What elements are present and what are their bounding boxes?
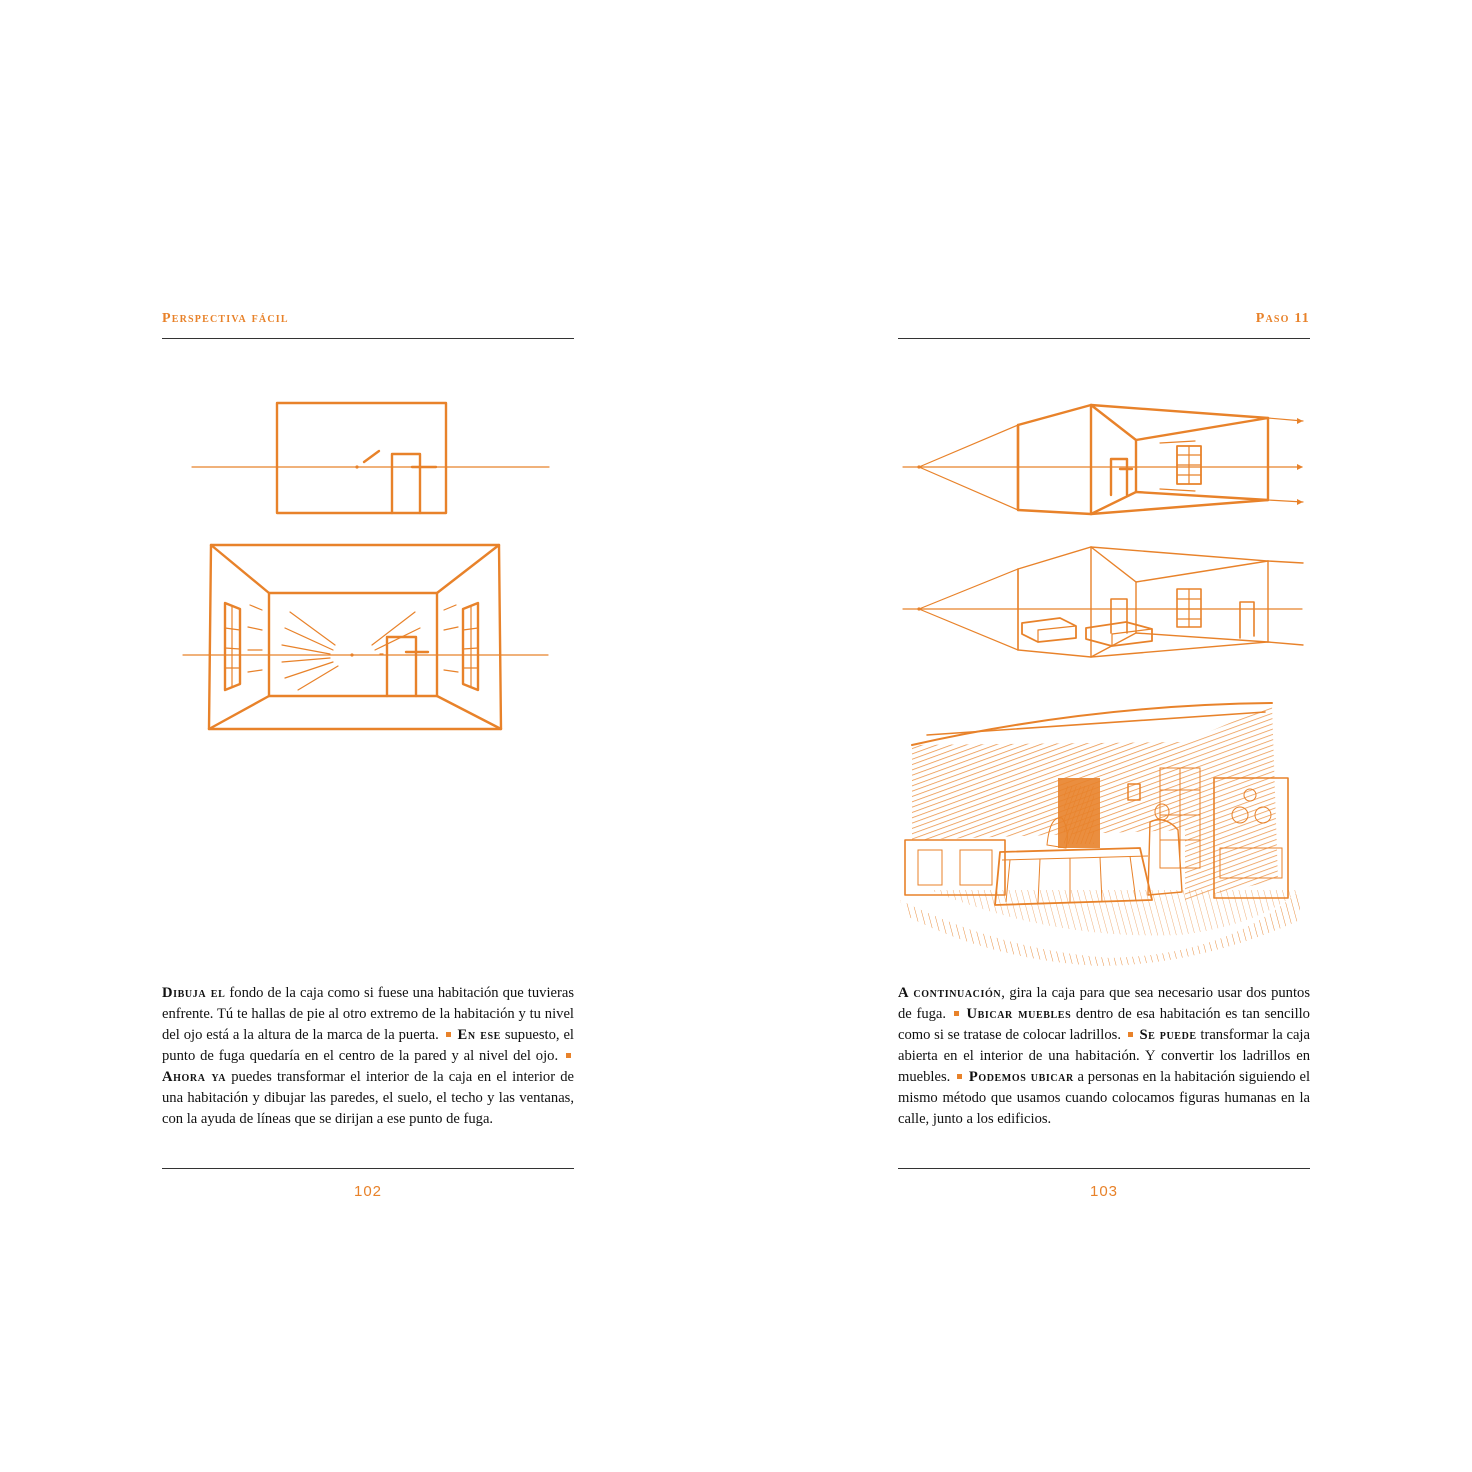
sentence: transformar la caja abierta en el interior de una habitación. Y convertir los ladrillos en muebles. bbox=[898, 1027, 1310, 1085]
running-head-left: Perspectiva fácil bbox=[162, 311, 289, 326]
lead-in: En ese bbox=[457, 1027, 501, 1043]
sentence: fondo de la caja como si fuese una habitación que tuvieras enfrente. Tú te hallas de pie al otro extremo de la habitación y tu nivel del ojo está a la altura de la marca de la puerta. bbox=[162, 985, 575, 1043]
lead-in: A continuación bbox=[898, 985, 1002, 1001]
running-head-right: Paso 11 bbox=[1255, 311, 1310, 326]
lead-in: Dibuja el bbox=[162, 985, 226, 1001]
sentence: , gira la caja para que sea necesario usar dos puntos de fuga. bbox=[898, 985, 1311, 1022]
lead-in: Podemos ubicar bbox=[968, 1069, 1074, 1085]
sentence: puedes transformar el interior de la caja en el interior de una habitación y dibujar las paredes, el suelo, el techo y las ventanas, con la ayuda de líneas que se dirijan a ese punto de fuga. bbox=[162, 1069, 575, 1127]
page-number-right: 103 bbox=[1089, 1183, 1119, 1200]
page-number-left: 102 bbox=[353, 1183, 383, 1200]
sentence: dentro de esa habitación es tan sencillo como si se tratase de colocar ladrillos. bbox=[898, 1006, 1310, 1043]
sentence: a personas en la habitación siguiendo el mismo método que usamos cuando colocamos figuras humanas en la calle, junto a los edificios. bbox=[898, 1069, 1311, 1127]
lead-in: Ubicar muebles bbox=[966, 1006, 1072, 1022]
lead-in: Se puede bbox=[1139, 1027, 1197, 1043]
sentence: supuesto, el punto de fuga quedaría en el centro de la pared y al nivel del ojo. bbox=[162, 1027, 574, 1064]
lead-in: Ahora ya bbox=[162, 1069, 227, 1085]
